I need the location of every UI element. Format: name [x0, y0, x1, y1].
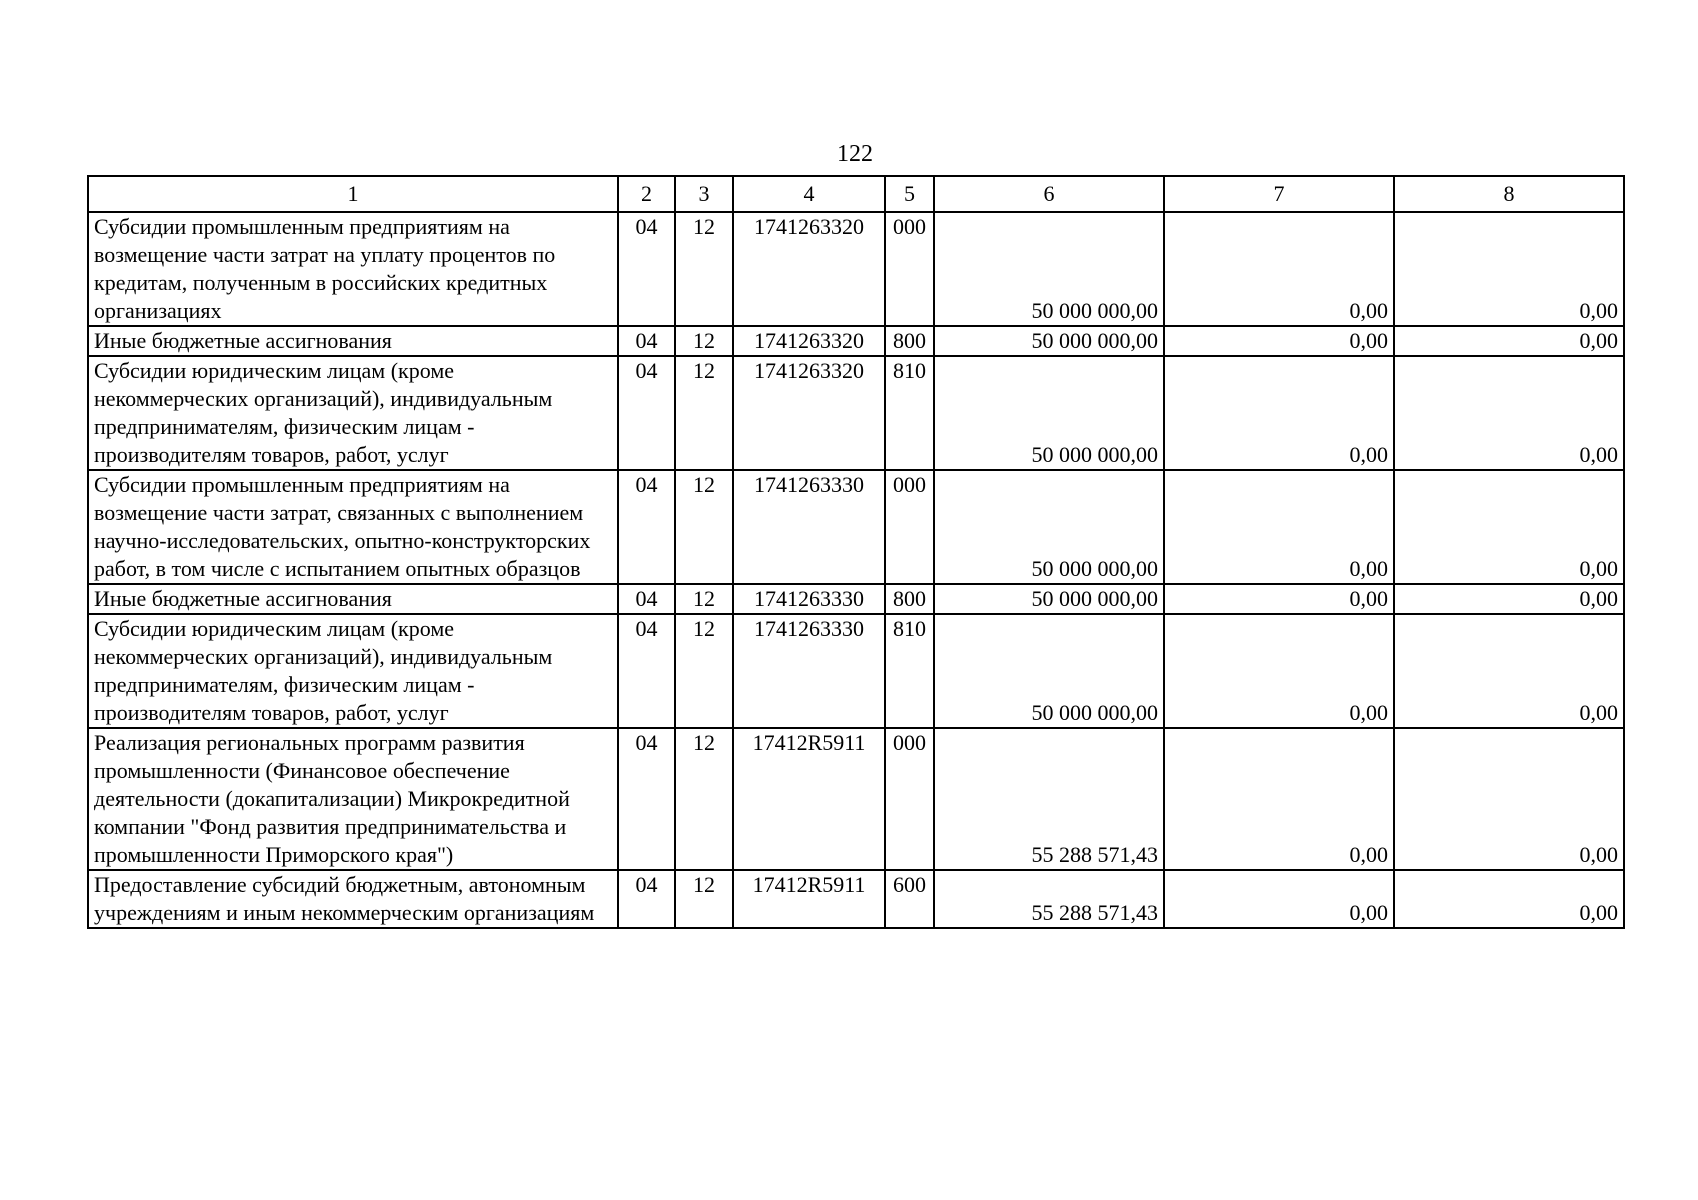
row-expense-type-code: 000	[885, 728, 934, 870]
table-row	[88, 614, 1624, 728]
row-section-code: 04	[618, 470, 675, 584]
row-name: Субсидии промышленным предприятиям на возмещение части затрат, связанных с выполнением научно-исследовательских, опытно-конструкторских работ, в том числе с испытанием опытных образцов	[88, 470, 618, 584]
row-amount-col7: 0,00	[1164, 356, 1394, 470]
row-amount-col8: 0,00	[1394, 212, 1624, 326]
header-col-8: 8	[1394, 176, 1624, 212]
table-row	[88, 728, 1624, 870]
row-amount-col7: 0,00	[1164, 870, 1394, 928]
row-subsection-code: 12	[675, 870, 733, 928]
header-col-5: 5	[885, 176, 934, 212]
row-subsection-code: 12	[675, 614, 733, 728]
row-amount-col8: 0,00	[1394, 470, 1624, 584]
row-expense-type-code: 000	[885, 470, 934, 584]
row-name: Субсидии юридическим лицам (кроме некоммерческих организаций), индивидуальным предпринимателям, физическим лицам - производителям товаров, работ, услуг	[88, 614, 618, 728]
row-name: Субсидии промышленным предприятиям на возмещение части затрат на уплату процентов по кредитам, полученным в российских кредитных организациях	[88, 212, 618, 326]
table-row	[88, 470, 1624, 584]
row-amount-col7: 0,00	[1164, 326, 1394, 356]
row-amount-col8: 0,00	[1394, 870, 1624, 928]
table-body	[88, 212, 1624, 928]
row-name: Иные бюджетные ассигнования	[88, 326, 618, 356]
header-row	[88, 176, 1624, 212]
row-amount-col7: 0,00	[1164, 614, 1394, 728]
header-col-7: 7	[1164, 176, 1394, 212]
row-target-code: 17412R5911	[733, 870, 885, 928]
row-subsection-code: 12	[675, 584, 733, 614]
table-row	[88, 326, 1624, 356]
row-section-code: 04	[618, 356, 675, 470]
row-expense-type-code: 810	[885, 356, 934, 470]
row-amount-col6: 55 288 571,43	[934, 728, 1164, 870]
row-amount-col8: 0,00	[1394, 326, 1624, 356]
page-number: 122	[837, 141, 873, 167]
row-amount-col6: 55 288 571,43	[934, 870, 1164, 928]
row-target-code: 1741263330	[733, 470, 885, 584]
header-col-1: 1	[88, 176, 618, 212]
row-subsection-code: 12	[675, 356, 733, 470]
row-subsection-code: 12	[675, 470, 733, 584]
row-amount-col7: 0,00	[1164, 584, 1394, 614]
row-amount-col8: 0,00	[1394, 356, 1624, 470]
row-section-code: 04	[618, 212, 675, 326]
row-subsection-code: 12	[675, 326, 733, 356]
row-target-code: 1741263320	[733, 356, 885, 470]
row-subsection-code: 12	[675, 728, 733, 870]
row-amount-col7: 0,00	[1164, 212, 1394, 326]
row-section-code: 04	[618, 870, 675, 928]
row-amount-col6: 50 000 000,00	[934, 356, 1164, 470]
row-amount-col6: 50 000 000,00	[934, 326, 1164, 356]
header-col-4: 4	[733, 176, 885, 212]
header-col-2: 2	[618, 176, 675, 212]
row-section-code: 04	[618, 728, 675, 870]
row-expense-type-code: 600	[885, 870, 934, 928]
row-amount-col7: 0,00	[1164, 728, 1394, 870]
row-subsection-code: 12	[675, 212, 733, 326]
row-section-code: 04	[618, 584, 675, 614]
row-section-code: 04	[618, 326, 675, 356]
row-amount-col8: 0,00	[1394, 728, 1624, 870]
row-target-code: 1741263330	[733, 614, 885, 728]
row-expense-type-code: 810	[885, 614, 934, 728]
row-section-code: 04	[618, 614, 675, 728]
budget-table	[87, 175, 1625, 929]
row-expense-type-code: 800	[885, 584, 934, 614]
table-row	[88, 870, 1624, 928]
table-row	[88, 212, 1624, 326]
row-amount-col6: 50 000 000,00	[934, 584, 1164, 614]
row-amount-col6: 50 000 000,00	[934, 212, 1164, 326]
table-row	[88, 584, 1624, 614]
table-row	[88, 356, 1624, 470]
row-amount-col8: 0,00	[1394, 584, 1624, 614]
table-header	[88, 176, 1624, 212]
row-amount-col8: 0,00	[1394, 614, 1624, 728]
row-expense-type-code: 000	[885, 212, 934, 326]
row-name: Предоставление субсидий бюджетным, автономным учреждениям и иным некоммерческим организациям	[88, 870, 618, 928]
row-target-code: 1741263320	[733, 326, 885, 356]
row-expense-type-code: 800	[885, 326, 934, 356]
row-target-code: 1741263330	[733, 584, 885, 614]
row-amount-col7: 0,00	[1164, 470, 1394, 584]
row-name: Иные бюджетные ассигнования	[88, 584, 618, 614]
header-col-3: 3	[675, 176, 733, 212]
row-amount-col6: 50 000 000,00	[934, 470, 1164, 584]
row-target-code: 17412R5911	[733, 728, 885, 870]
row-name: Субсидии юридическим лицам (кроме некоммерческих организаций), индивидуальным предпринимателям, физическим лицам - производителям товаров, работ, услуг	[88, 356, 618, 470]
row-target-code: 1741263320	[733, 212, 885, 326]
row-name: Реализация региональных программ развития промышленности (Финансовое обеспечение деятельности (докапитализации) Микрокредитной компании "Фонд развития предпринимательства и промышленности Приморского края")	[88, 728, 618, 870]
row-amount-col6: 50 000 000,00	[934, 614, 1164, 728]
header-col-6: 6	[934, 176, 1164, 212]
